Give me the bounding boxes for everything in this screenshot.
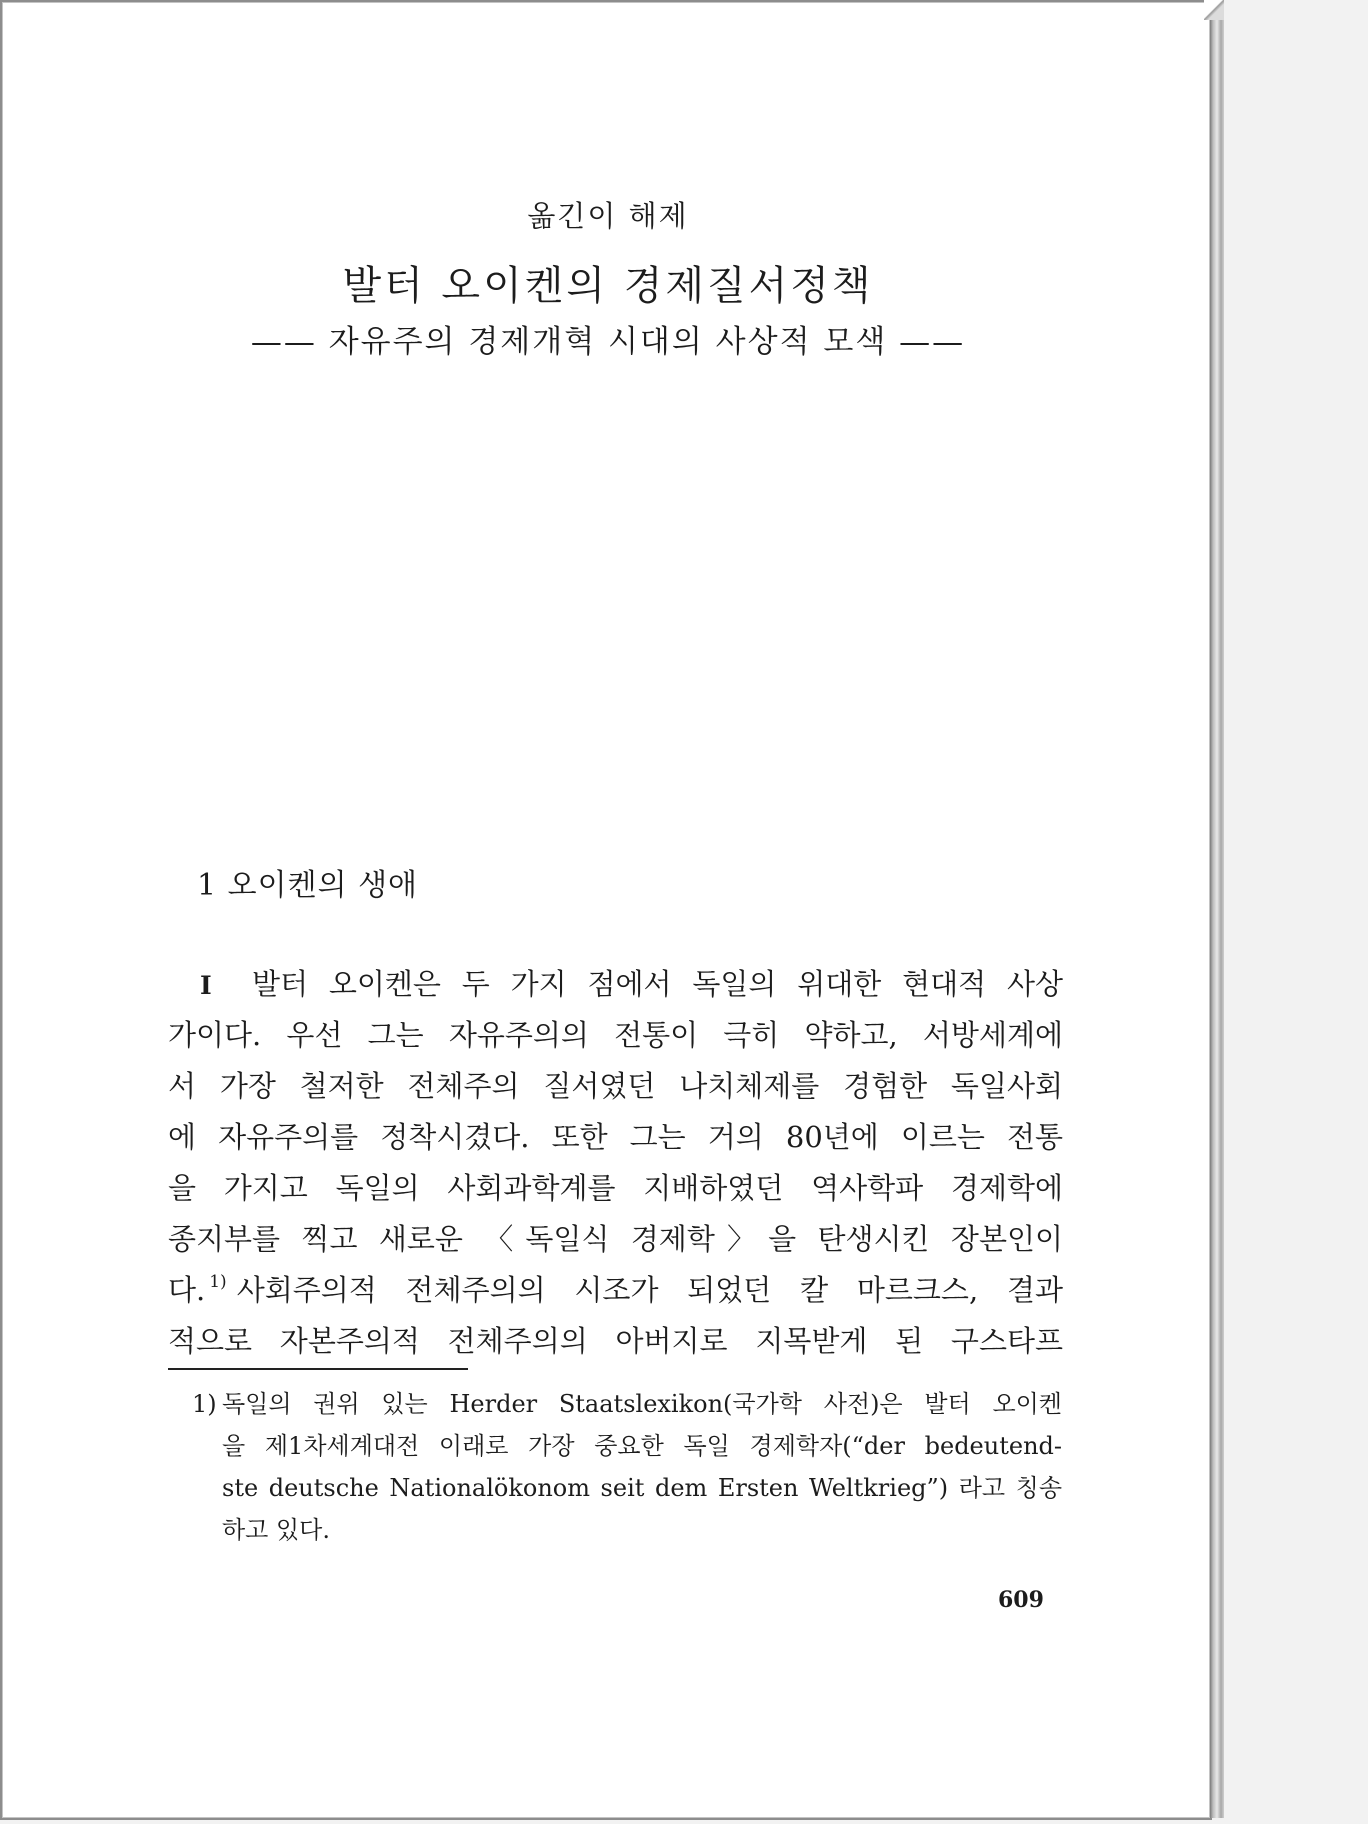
body-line-3: 서 가장 철저한 전체주의 질서였던 나치체제를 경험한 독일사회 (168, 1069, 1063, 1103)
body-line-2: 가이다. 우선 그는 자유주의의 전통이 극히 약하고, 서방세계에 (168, 1018, 1063, 1052)
body-line-4: 에 자유주의를 정착시겼다. 또한 그는 거의 80년에 이르는 전통 (168, 1120, 1063, 1154)
footnote-number: 1) (192, 1390, 217, 1418)
footnote-line-2: 을 제1차세계대전 이래로 가장 중요한 독일 경제학자(“der bedeutend- (222, 1432, 1062, 1460)
body-line-1-text: 발터 오이켄은 두 가지 점에서 독일의 위대한 현대적 사상 (252, 967, 1063, 1001)
body-line-6: 종지부를 찍고 새로운 〈독일식 경제학〉을 탄생시킨 장본인이 (168, 1222, 1063, 1256)
body-line-7-text: 사회주의적 전체주의의 시조가 되었던 칼 마르크스, 결과 (236, 1273, 1063, 1307)
page-subtitle: —— 자유주의 경제개혁 시대의 사상적 모색 —— (250, 324, 966, 360)
page-number: 609 (998, 1587, 1044, 1613)
footnote-line-1-text: 독일의 권위 있는 Herder Staatslexikon(국가학 사전)은 발터 오이켄 (222, 1390, 1062, 1418)
footnote-reference: 1) (209, 1272, 227, 1292)
footnote-line-3: ste deutsche Nationalökonom seit dem Ersten Weltkrieg”) 라고 칭송 (222, 1474, 1062, 1502)
body-line-1 (168, 962, 1063, 1003)
footnote-line-1 (192, 1384, 1062, 1419)
page-title: 발터 오이켄의 경제질서정책 (342, 263, 874, 309)
body-line-7 (168, 1268, 1063, 1309)
body-line-7-prefix: 다. (168, 1273, 206, 1307)
chapter-kicker: 옮긴이 해제 (527, 199, 689, 233)
page-stack-edge (1210, 6, 1224, 1818)
footnote-separator (168, 1368, 468, 1370)
section-heading: 1 오이켄의 생애 (197, 868, 419, 903)
body-line-5: 을 가지고 독일의 사회과학계를 지배하였던 역사학파 경제학에 (168, 1171, 1063, 1205)
footnote-line-4: 하고 있다. (222, 1516, 330, 1544)
body-line-8: 적으로 자본주의적 전체주의의 아버지로 지목받게 된 구스타프 (168, 1324, 1063, 1358)
paragraph-marker: I (200, 971, 212, 1000)
page-corner (1204, 0, 1224, 20)
